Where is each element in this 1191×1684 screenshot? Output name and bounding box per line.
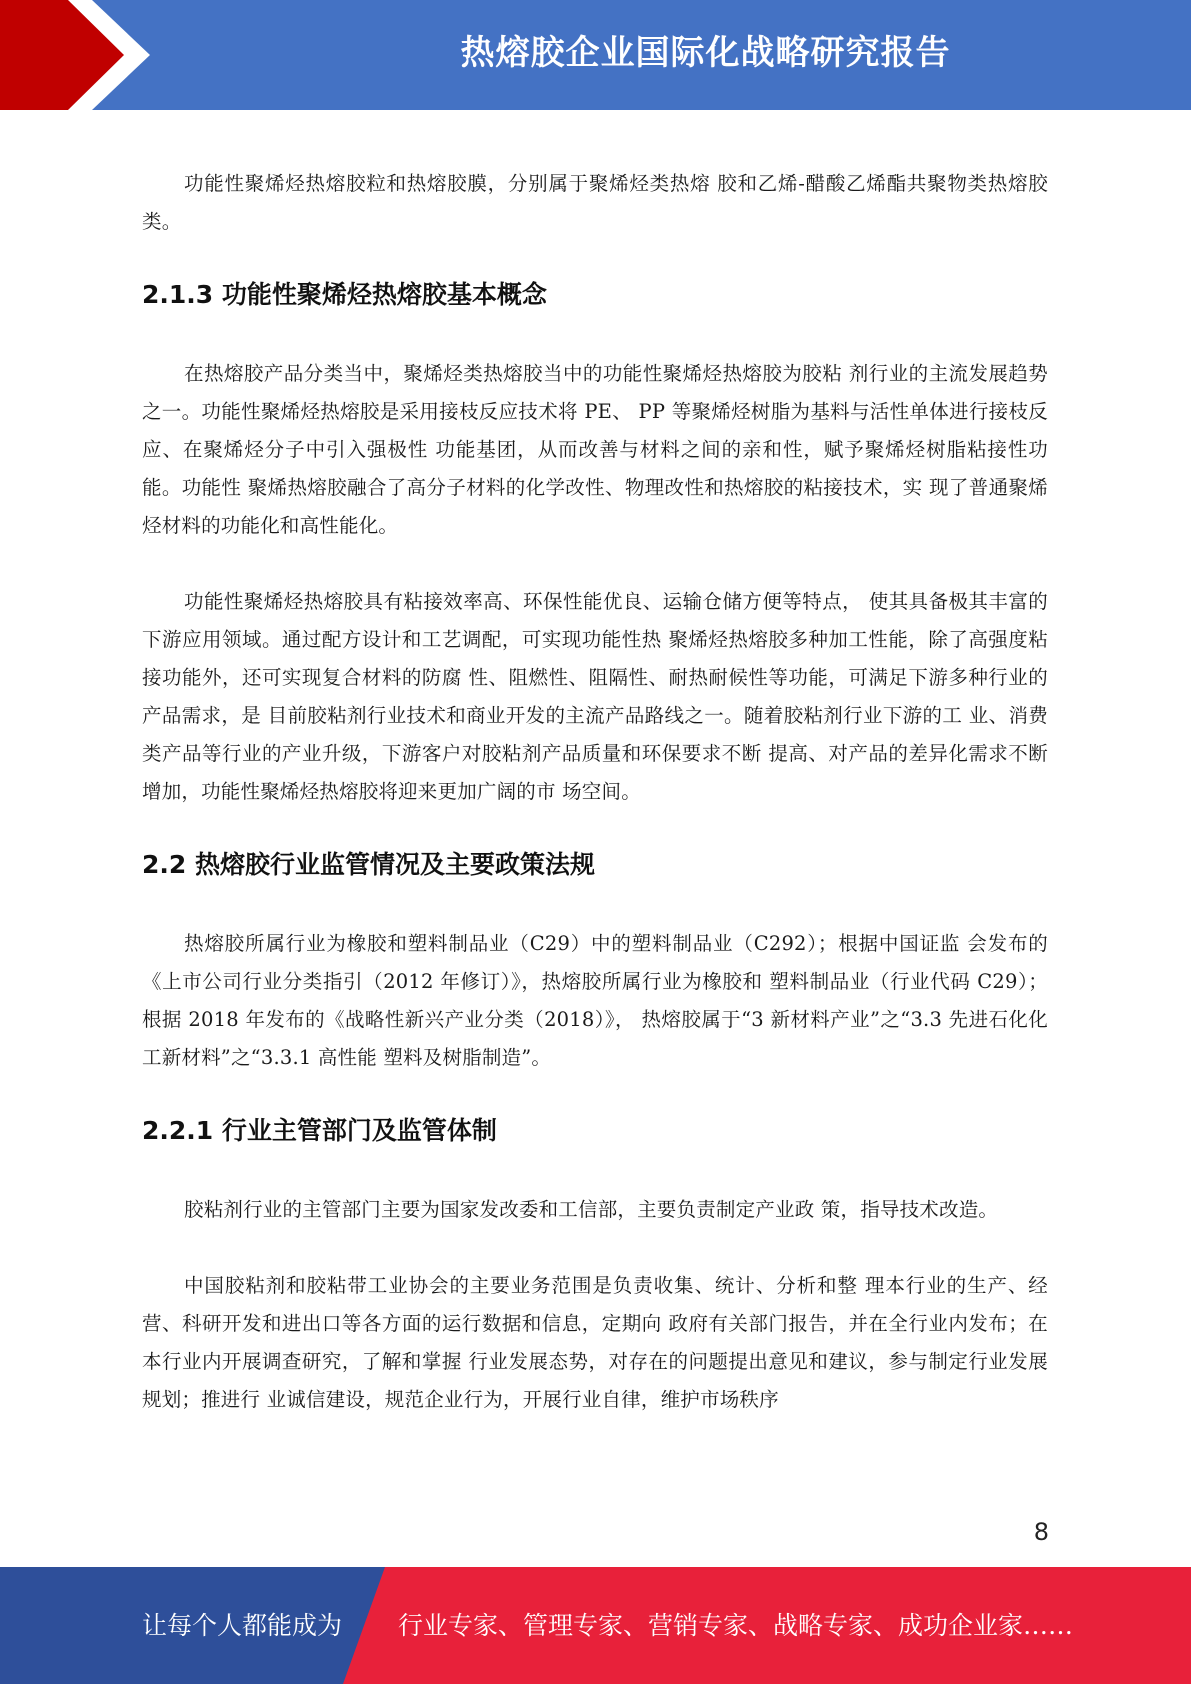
paragraph-features: 功能性聚烯烃热熔胶具有粘接效率高、环保性能优良、运输仓储方便等特点， 使其具备极其丰富的下游应用领域。通过配方设计和工艺调配，可实现功能性热 聚烯烃热熔胶多种加工性能，除了高强度粘接功能外，还可实现复合材料的防腐 性、阻燃性、阻隔性、耐热耐候性等功能，可满足下游多种行业的产品需求，是 目前胶粘剂行业技术和商业开发的主流产品路线之一。随着胶粘剂行业下游的工 业、消费类产品等行业的产业升级，下游客户对胶粘剂产品质量和环保要求不断 提高、对产品的差异化需求不断增加，功能性聚烯烃热熔胶将迎来更加广阔的市 场空间。 — [142, 590, 1048, 803]
paragraph-regulators: 胶粘剂行业的主管部门主要为国家发改委和工信部，主要负责制定产业政 策，指导技术改造。 — [184, 1198, 999, 1221]
section-heading-2-2-1: 2.2.1 行业主管部门及监管体制 — [142, 1116, 497, 1145]
report-title: 热熔胶企业国际化战略研究报告 — [460, 33, 951, 73]
page-content — [142, 165, 1048, 1419]
paragraph-industry-classification: 热熔胶所属行业为橡胶和塑料制品业（C29）中的塑料制品业（C292）；根据中国证监 会发布的《上市公司行业分类指引（2012 年修订）》，热熔胶所属行业为橡胶和 塑料制品业（行业代码 C29）；根据 2018 年发布的《战略性新兴产业分类（2018）》， 热熔胶属于“3 新材料产业”之“3.3 先进石化化工新材料”之“3.3.1 高性能 塑料及树脂制造”。 — [142, 932, 1048, 1069]
page-number: 8 — [1033, 1518, 1049, 1546]
paragraph-hot-melt-types: 功能性聚烯烃热熔胶粒和热熔胶膜，分别属于聚烯烃类热熔 胶和乙烯-醋酸乙烯酯共聚物类热熔胶类。 — [142, 172, 1048, 233]
section-heading-2-2: 2.2 热熔胶行业监管情况及主要政策法规 — [142, 850, 595, 879]
page-footer — [0, 1567, 1191, 1684]
paragraph-basic-concept: 在热熔胶产品分类当中，聚烯烃类热熔胶当中的功能性聚烯烃热熔胶为胶粘 剂行业的主流发展趋势之一。功能性聚烯烃热熔胶是采用接枝反应技术将 PE、 PP 等聚烯烃树脂为基料与活性单体进行接枝反应、在聚烯烃分子中引入强极性 功能基团，从而改善与材料之间的亲和性，赋予聚烯烃树脂粘接性功能。功能性 聚烯热熔胶融合了高分子材料的化学改性、物理改性和热熔胶的粘接技术，实 现了普通聚烯烃材料的功能化和高性能化。 — [142, 362, 1048, 537]
section-heading-2-1-3: 2.1.3 功能性聚烯烃热熔胶基本概念 — [142, 280, 547, 309]
paragraph-association: 中国胶粘剂和胶粘带工业协会的主要业务范围是负责收集、统计、分析和整 理本行业的生产、经营、科研开发和进出口等各方面的运行数据和信息，定期向 政府有关部门报告，并在全行业内发布；在本行业内开展调查研究，了解和掌握 行业发展态势，对存在的问题提出意见和建议，参与制定行业发展规划；推进行 业诚信建设，规范企业行为，开展行业自律，维护市场秩序 — [142, 1274, 1048, 1411]
footer-slogan-right: 行业专家、管理专家、营销专家、战略专家、成功企业家…… — [398, 1611, 1074, 1640]
footer-slogan-left: 让每个人都能成为 — [142, 1611, 343, 1640]
page-header — [0, 0, 1191, 110]
